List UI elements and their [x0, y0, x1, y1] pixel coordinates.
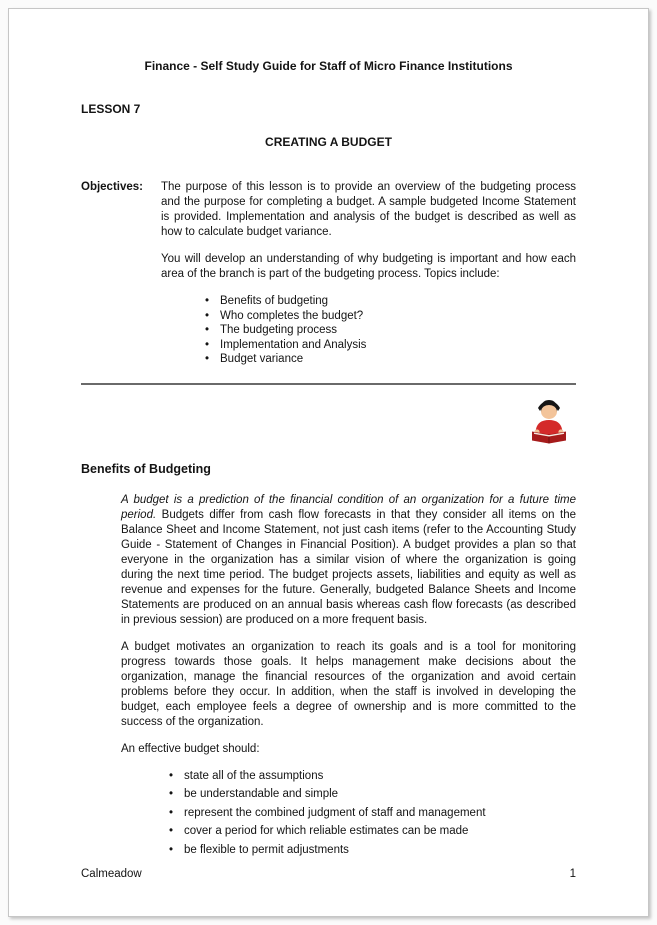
list-item: • represent the combined judgment of staff and management	[169, 806, 576, 821]
objectives-section	[81, 180, 576, 367]
reading-person-clipart	[524, 399, 574, 445]
effective-budget-list	[169, 769, 576, 858]
page-number: 1	[569, 868, 576, 880]
topic-item: • Benefits of budgeting	[205, 294, 576, 309]
list-item: • be understandable and simple	[169, 787, 576, 802]
objectives-label: Objectives:	[81, 181, 143, 193]
benefits-paragraph-1	[121, 493, 576, 628]
list-item: • cover a period for which reliable estimates can be made	[169, 824, 576, 839]
list-item: • be flexible to permit adjustments	[169, 843, 576, 858]
objectives-paragraph-2: You will develop an understanding of why budgeting is important and how each area of the branch is part of the budgeting process. Topics include:	[161, 253, 576, 280]
list-item: • state all of the assumptions	[169, 769, 576, 784]
lesson-title: CREATING A BUDGET	[265, 135, 392, 149]
benefits-paragraph-2: A budget motivates an organization to reach its goals and is a tool for monitoring progress towards those goals. It helps management make decisions about the organization, manage the financial resources of the organization and avoid certain problems before they occur. In addition, when the staff is involved in developing the budget, each employee feels a degree of ownership and is more committed to the success of the organization.	[121, 640, 576, 728]
benefits-body	[121, 493, 576, 862]
objectives-paragraph-1: The purpose of this lesson is to provide an overview of the budgeting process and the purpose for completing a budget. A sample budgeted Income Statement is provided. Implementation and analysis of the budget is described as well as how to calculate budget variance.	[161, 181, 576, 238]
benefits-paragraph-1-italic-lead: A budget is a prediction of the financial condition of an organization for a future time period.	[121, 493, 576, 521]
objectives-body	[161, 180, 576, 367]
lesson-label: LESSON 7	[81, 102, 141, 116]
document-title: Finance - Self Study Guide for Staff of Micro Finance Institutions	[144, 59, 513, 73]
topics-list	[205, 294, 576, 367]
benefits-paragraph-1-rest: Budgets differ from cash flow forecasts in that they consider all items on the Balance Sheet and Income Statement, not just cash items (refer to the Accounting Study Guide - Statement of Changes in Financial Position). A budget provides a plan so that everyone in the organization has a similar vision of where the organization is going during the next time period. The budget projects assets, liabilities and equity as well as revenue and expenses for the future. Generally, budgeted Balance Sheets and Income Statements are produced on an annual basis whereas cash flow forecasts (as described in previous session) are produced on a more frequent basis.	[121, 508, 576, 626]
benefits-heading: Benefits of Budgeting	[81, 461, 211, 476]
document-page	[8, 8, 649, 917]
clipart-row	[81, 399, 574, 445]
topic-item: • Budget variance	[205, 352, 576, 367]
effective-budget-intro: An effective budget should:	[121, 742, 260, 755]
footer-organization: Calmeadow	[81, 868, 142, 880]
topic-item: • The budgeting process	[205, 323, 576, 338]
topic-item: • Who completes the budget?	[205, 309, 576, 324]
section-divider	[81, 383, 576, 385]
topic-item: • Implementation and Analysis	[205, 338, 576, 353]
page-footer	[81, 867, 576, 882]
